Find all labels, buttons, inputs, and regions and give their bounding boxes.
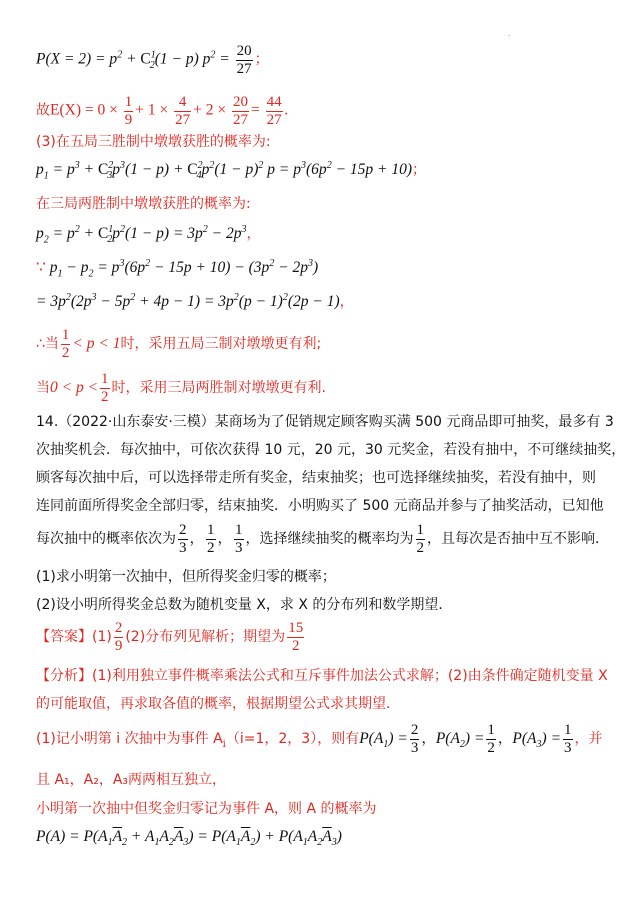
problem-line-5-prefix: 每次抽中的概率依次为	[36, 531, 176, 547]
analysis-tag: 【分析】	[36, 668, 92, 684]
question-2: (2)设小明所得奖金总数为随机变量 X，求 X 的分布列和数学期望．	[36, 597, 453, 613]
fraction-1-2b: $\frac{1}{2}$	[101, 371, 109, 405]
answer-part2: (2)分布列见解析；期望为	[125, 629, 286, 645]
question-1: (1)求小明第一次抽中，但所得奖金归零的概率；	[36, 569, 336, 585]
conclusion-suffix: 时，采用三局两胜制对墩墩更有利.	[111, 380, 326, 396]
because-symbol: ∵	[36, 259, 46, 277]
tail-punct: ；	[412, 162, 427, 179]
problem-line-4: 连同前面所得奖金全部归零，结束抽奖．小明购买了 500 元商品并参与了抽奖活动，已知他	[36, 498, 604, 514]
analysis-line-1	[36, 668, 608, 685]
problem-line-2: 次抽奖机会．每次抽中，可依次获得 10 元，20 元，30 元奖金，若没有抽中，不可继续抽奖，	[36, 442, 626, 458]
solution-mid: （i=1，2，3），则有	[225, 731, 360, 747]
analysis-line-2: 的可能取值，再求取各值的概率，根据期望公式求其期望．	[36, 696, 400, 712]
conclusion-three-game: 当0 < p < $\frac{1}{2}$ 时，采用三局两胜制对墩墩更有利.	[36, 371, 326, 405]
fraction-2-3: $\frac{2}{3}$	[179, 522, 187, 556]
analysis-text-1: (1)利用独立事件概率乘法公式和互斥事件加法公式求解；(2)由条件确定随机变量 X	[92, 668, 608, 684]
answer-part1: (1)	[92, 629, 112, 645]
tail-punct: ；	[254, 51, 269, 68]
fraction-4-27: $\frac{4}{27}$	[175, 94, 191, 128]
fraction-1-3b: $\frac{1}{3}$	[564, 722, 572, 756]
fraction-1-2: $\frac{1}{2}$	[61, 327, 70, 361]
answer-line	[36, 620, 306, 654]
fraction-15-2: $\frac{15}{2}$	[288, 620, 304, 654]
solution-line-1: (1)记小明第 i 次抽中为事件 $A_i(i=1$，2，3），则有$P(A_1)$ = $\frac{2}{3}$ ，$P(A_2)$ = $\frac{1}{2}$ ，$P(A_3)$ = $\frac{1}{3}$ ，并	[36, 722, 603, 756]
problem-line-3: 顾客每次抽中后，可以选择带走所有奖金，结束抽奖；也可选择继续抽奖，若没有抽中，则	[36, 470, 596, 486]
problem-line-5-mid: ，选择继续抽奖的概率均为	[245, 531, 414, 547]
tail-punct: ，	[339, 294, 354, 311]
fraction-1-2c: $\frac{1}{2}$	[207, 522, 215, 556]
formula-p1: $p_1 = p^3 + C^2_3p^3(1 - p) + C^2_4p^2(1 - p)^2$ $p = p^3(6p^2 - 15p + 10)$；	[36, 160, 427, 182]
corner-dot: .	[508, 29, 511, 38]
tail-punct: ，	[246, 226, 261, 243]
fraction-1-3: $\frac{1}{3}$	[235, 522, 243, 556]
formula-factor: = $3p^2(2p^3 - 5p^2 + 4p - 1) = 3p^2(p - 1)^2(2p - 1)$，	[36, 292, 354, 311]
solution-suffix: ，并	[574, 731, 603, 747]
fraction-2-3b: $\frac{2}{3}$	[410, 722, 419, 756]
solution-prefix: (1)记小明第 i 次抽中为事件 A	[36, 731, 223, 747]
fraction-1-2d: $\frac{1}{2}$	[416, 522, 424, 556]
formula-p2: $p_2 = p^2 + C^1_2p^2(1 - p) = 3p^2 - 2p^3$，	[36, 224, 261, 246]
solution-line-3: 小明第一次抽中但奖金归零记为事件 A，则 A 的概率为	[36, 801, 377, 817]
problem-line-5-suffix: ，且每次是否抽中互不影响．	[427, 531, 609, 547]
problem-line-1: 14.（2022·山东泰安·三模）某商场为了促销规定顾客购买满 500 元商品即可抽奖，最多有 3	[36, 414, 614, 430]
fraction-1-9: $\frac{1}{9}$	[124, 94, 133, 128]
formula-pa: $P(A) = P(A_1\overline{A}_2 + A_1A_2\overline{A}_3) = P(A_1\overline{A}_2) + P(A_1A_2\overline{A}_3)$	[36, 828, 342, 849]
formula-px2: $P(X = 2) = p^2 + C^1_2(1 - p) p^2$ = $\frac{20}{27}$ ；	[36, 43, 269, 77]
problem-line-5: 每次抽中的概率依次为 $\frac{2}{3}$ ， $\frac{1}{2}$ ， $\frac{1}{3}$ ，选择继续抽奖的概率均为 $\frac{1}{2}$ ，且每次是否抽中互不影响．	[36, 522, 609, 556]
formula-diff: ∵ $p_1 - p_2 = p^3(6p^2 - 15p + 10) - (3p^2 - 2p^3)$	[36, 258, 319, 280]
heading-five-game: (3)在五局三胜制中墩墩获胜的概率为:	[36, 134, 271, 150]
fraction-44-27: $\frac{44}{27}$	[266, 94, 282, 128]
answer-tag: 【答案】	[36, 629, 92, 645]
conclusion-prefix: 当	[36, 380, 50, 396]
fraction-1-2e: $\frac{1}{2}$	[487, 722, 495, 756]
solution-line-2: 且 A₁，A₂，A₃两两相互独立，	[36, 772, 227, 788]
label-therefore: 故	[36, 102, 50, 119]
fraction-20-27: $\frac{20}{27}$	[236, 43, 252, 77]
conclusion-prefix: ∴当	[36, 336, 59, 352]
conclusion-suffix: 时，采用五局三制对墩墩更有利;	[120, 336, 322, 352]
formula-expectation: 故E(X) = 0 × $\frac{1}{9}$ + 1 × $\frac{4}{27}$ + 2 × $\frac{20}{27}$ = $\frac{44}{27}$ .	[36, 94, 289, 128]
conclusion-five-game: ∴当 $\frac{1}{2}$ < p < 1时，采用五局三制对墩墩更有利;	[36, 327, 322, 361]
fraction-2-9: $\frac{2}{9}$	[114, 620, 123, 654]
fraction-20-27b: $\frac{20}{27}$	[232, 94, 248, 128]
heading-three-game: 在三局两胜制中墩墩获胜的概率为:	[36, 196, 251, 212]
